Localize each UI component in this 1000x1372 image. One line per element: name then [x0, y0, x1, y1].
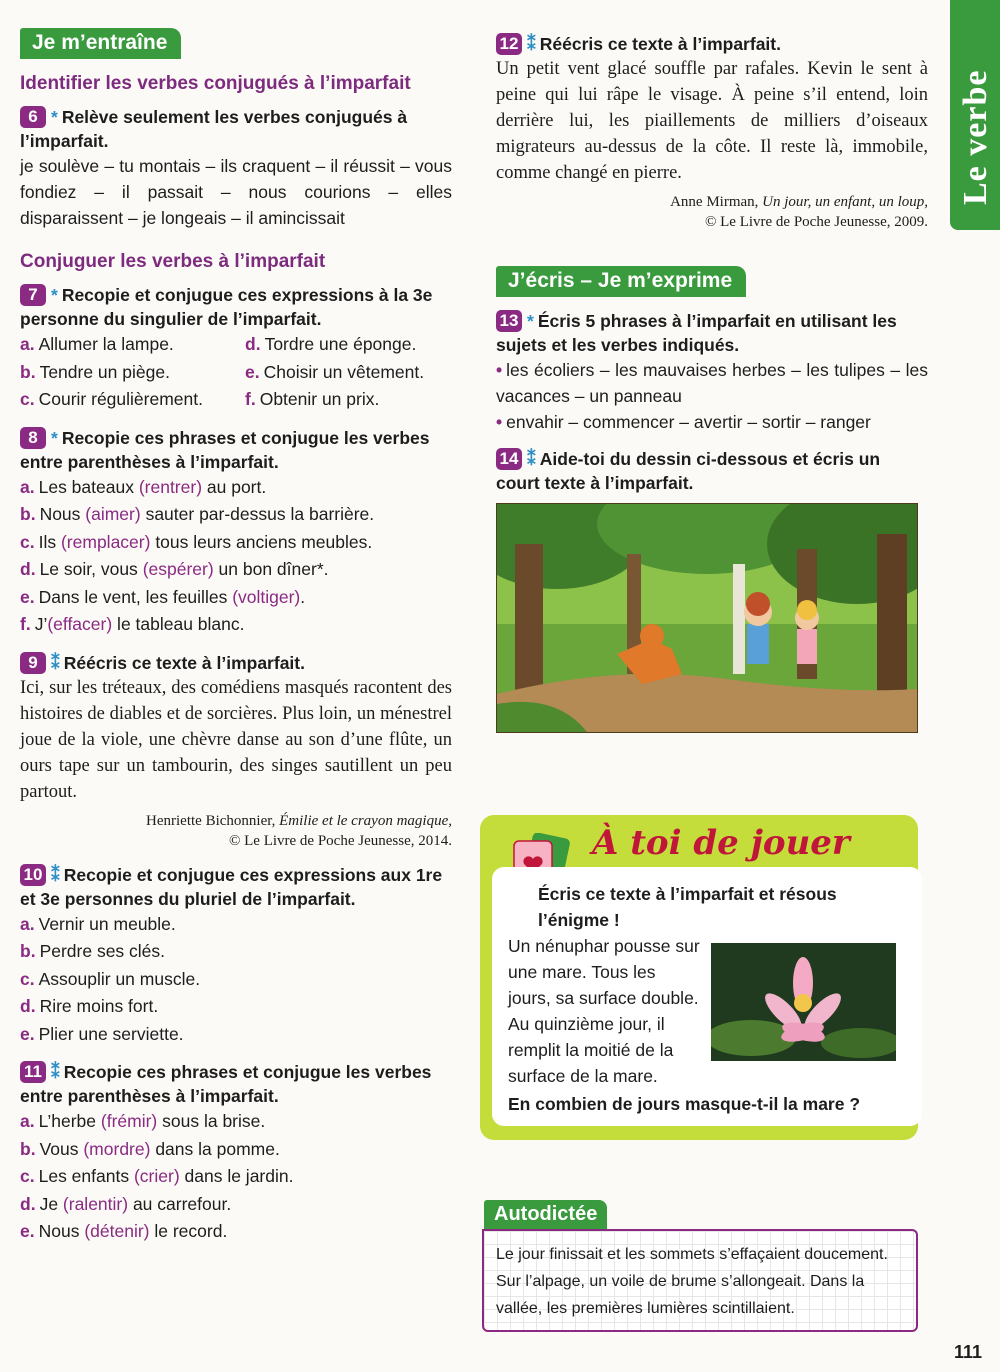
forest-illustration — [496, 503, 918, 733]
list-item: b. Nous (aimer) sauter par-dessus la barrière. — [20, 504, 375, 524]
exercise-number: 9 — [20, 652, 46, 674]
autodictee-title: Autodictée — [484, 1200, 607, 1229]
list-item: e. Plier une serviette. — [20, 1023, 184, 1044]
exercise-instruction: Recopie et conjugue ces expressions aux 1re et 3e personnes du pluriel de l’imparfait. — [20, 864, 443, 909]
exercise-text: je soulève – tu montais – ils craquent – il réussit – vous fondiez – il passait – nous courions – elles disparaissent – je longeais – il amincissait — [20, 156, 452, 228]
list-item: e. Nous (détenir) le record. — [20, 1221, 228, 1241]
list-item: b. Vous (mordre) dans la pomme. — [20, 1138, 280, 1159]
exercise-instruction: Recopie ces phrases et conjugue les verbes entre parenthèses à l’imparfait. — [20, 1062, 432, 1106]
exercise-instruction: Aide-toi du dessin ci-dessous et écris un court texte à l’imparfait. — [496, 449, 881, 493]
difficulty-star-icon: * — [51, 427, 58, 448]
exercise-11 — [20, 1060, 452, 1246]
list-item: d. Tordre une éponge. — [245, 334, 417, 354]
difficulty-double-star-icon: ⁑ — [51, 1062, 60, 1082]
subsection-conjuguer: Conjuguer les verbes à l’imparfait — [20, 251, 326, 272]
exercise-13 — [496, 309, 928, 435]
difficulty-double-star-icon: ⁑ — [527, 449, 536, 469]
excerpt-source: Henriette Bichonnier, Émilie et le crayon magique, © Le Livre de Poche Jeunesse, 2014. — [146, 812, 452, 849]
exercise-6 — [20, 105, 452, 231]
list-item: a. Vernir un meuble. — [20, 913, 176, 934]
exercise-items — [20, 331, 452, 414]
verbs-list: • envahir – commencer – avertir – sortir – ranger — [496, 412, 871, 432]
list-item: d. Le soir, vous (espérer) un bon dîner*. — [20, 559, 329, 579]
section-title-je-mentraine: Je m’entraîne — [20, 28, 181, 59]
exercise-instruction: Réécris ce texte à l’imparfait. — [63, 652, 305, 673]
exercise-number: 7 — [20, 284, 46, 306]
page-number: 111 — [953, 1342, 982, 1362]
list-item: c. Les enfants (crier) dans le jardin. — [20, 1166, 294, 1186]
game-question: En combien de jours masque-t-il la mare ? — [508, 1094, 861, 1114]
list-item: a. L’herbe (frémir) sous la brise. — [20, 1111, 266, 1131]
left-column — [20, 28, 452, 1258]
subsection-identifier: Identifier les verbes conjugués à l’imparfait — [20, 73, 411, 94]
game-title: À toi de jouer — [592, 823, 850, 863]
difficulty-double-star-icon: ⁑ — [51, 864, 60, 885]
game-riddle-text: Un nénuphar pousse sur une mare. Tous les jours, sa surface double. Au quinzième jour, il remplit la moitié de la surface de la mare. En combien de jours masque-t-il la mare ? — [508, 933, 888, 1117]
list-item: a. Allumer la lampe. — [20, 334, 174, 354]
list-item: c. Courir régulièrement. — [20, 389, 203, 409]
exercise-8 — [20, 426, 452, 639]
exercise-number: 13 — [496, 310, 522, 332]
section-title-jecris: J’écris – Je m’exprime — [496, 266, 746, 297]
exercise-number: 10 — [20, 864, 46, 886]
list-item: d. Rire moins fort. — [20, 996, 159, 1016]
list-item: d. Je (ralentir) au carrefour. — [20, 1193, 232, 1214]
difficulty-double-star-icon: ⁑ — [51, 652, 60, 673]
list-item: e. Choisir un vêtement. — [245, 361, 425, 382]
list-item: a. Les bateaux (rentrer) au port. — [20, 476, 267, 497]
game-instruction: Écris ce texte à l’imparfait et résous l’énigme ! — [538, 884, 837, 930]
right-column — [496, 32, 928, 750]
chapter-side-tab: Le verbe — [950, 0, 1000, 230]
literary-excerpt: Ici, sur les tréteaux, des comédiens masqués racontent des histoires de diables et de sorcières. Plus loin, un ménestrel joue de la viole, une chèvre danse au son d’une flûte, un ours tape sur un tambourin, des singes sautillent un peu partout. — [20, 677, 452, 802]
game-content — [492, 867, 922, 1126]
list-item: c. Assouplir un muscle. — [20, 968, 201, 989]
autodictee-text: Le jour finissait et les sommets s’effaçaient doucement. Sur l’alpage, un voile de brume s’allongeait. Dans la vallée, les premières lumières scintillaient. — [482, 1229, 918, 1332]
exercise-instruction: Recopie et conjugue ces expressions à la 3e personne du singulier de l’imparfait. — [20, 285, 433, 329]
autodictee-box — [482, 1200, 918, 1332]
exercise-number: 14 — [496, 448, 522, 470]
list-item: c. Ils (remplacer) tous leurs anciens meubles. — [20, 531, 373, 552]
difficulty-star-icon: * — [51, 285, 58, 305]
list-item: f. Obtenir un prix. — [245, 389, 380, 409]
list-item: b. Perdre ses clés. — [20, 941, 166, 961]
game-box — [480, 815, 918, 1140]
exercise-number: 12 — [496, 33, 522, 55]
subjects-list: • les écoliers – les mauvaises herbes – les tulipes – les vacances – un panneau — [496, 360, 928, 406]
exercise-14 — [496, 447, 928, 738]
exercise-9 — [20, 651, 452, 851]
excerpt-source: Anne Mirman, Un jour, un enfant, un loup, © Le Livre de Poche Jeunesse, 2009. — [670, 194, 928, 230]
exercise-7 — [20, 283, 452, 414]
exercise-12 — [496, 32, 928, 232]
list-item: b. Tendre un piège. — [20, 361, 170, 382]
list-item: e. Dans le vent, les feuilles (voltiger). — [20, 586, 306, 607]
exercise-number: 6 — [20, 106, 46, 128]
difficulty-double-star-icon: ⁑ — [527, 34, 536, 54]
exercise-10 — [20, 863, 452, 1049]
list-item: f. J’(effacer) le tableau blanc. — [20, 614, 245, 634]
water-lily-photo — [711, 943, 896, 1061]
exercise-instruction: Recopie ces phrases et conjugue les verbes entre parenthèses à l’imparfait. — [20, 427, 430, 472]
literary-excerpt: Un petit vent glacé souffle par rafales. Kevin le sent à peine qui lui râpe le visage. À peine s’il entend, loin derrière lui, les piaillements de milliers d’oiseaux migrateurs au-dessus de la côte. Il reste là, immobile, comme changé en pierre. — [496, 59, 928, 183]
exercise-number: 8 — [20, 427, 46, 449]
exercise-instruction: Relève seulement les verbes conjugués à l’imparfait. — [20, 107, 408, 151]
exercise-instruction: Réécris ce texte à l’imparfait. — [539, 34, 781, 54]
difficulty-star-icon: * — [51, 107, 58, 127]
exercise-instruction: Écris 5 phrases à l’imparfait en utilisant les sujets et les verbes indiqués. — [496, 311, 897, 355]
difficulty-star-icon: * — [527, 311, 534, 331]
exercise-number: 11 — [20, 1061, 46, 1083]
